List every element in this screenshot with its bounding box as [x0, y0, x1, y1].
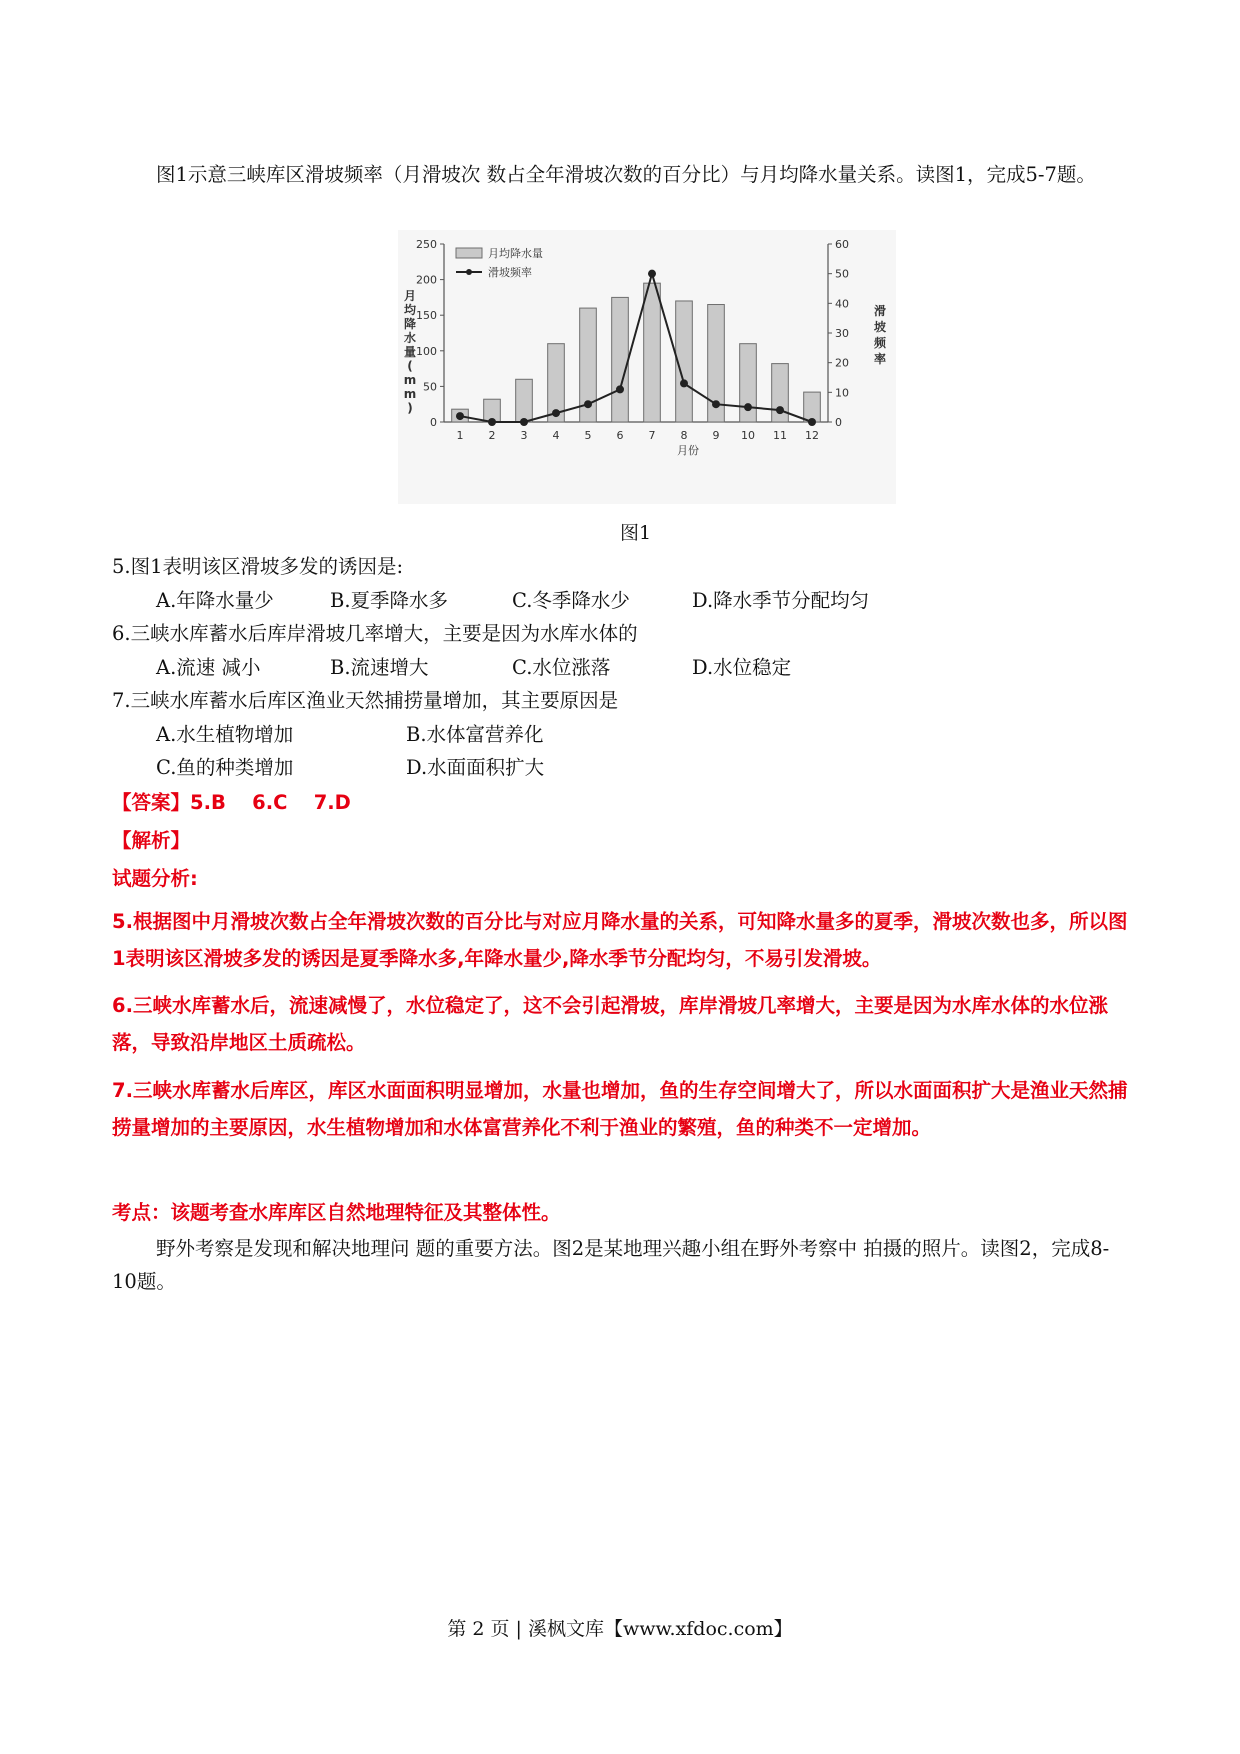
q7-option-c: C.鱼的种类增加: [156, 756, 294, 779]
q5-option-c: C.冬季降水少: [512, 589, 630, 612]
left-axis-label-char: (: [407, 359, 413, 373]
right-tick-label: 30: [835, 327, 849, 340]
precip-bar: [644, 283, 661, 422]
x-tick-label: 8: [680, 429, 688, 442]
x-tick-label: 6: [616, 429, 624, 442]
q5-option-d: D.降水季节分配均匀: [692, 589, 870, 612]
left-tick-label: 200: [416, 273, 437, 287]
analysis-subheading: 试题分析:: [112, 867, 198, 890]
right-axis-label-char: 频: [873, 336, 887, 350]
figure-1-chart: [398, 230, 896, 504]
landslide-point: [648, 270, 656, 278]
left-axis-label-char: 降: [403, 317, 417, 331]
q6-option-a: A.流速 减小: [156, 656, 261, 679]
x-tick-label: 7: [648, 429, 656, 442]
left-tick-label: 50: [423, 380, 437, 394]
right-axis-label-char: 坡: [873, 320, 887, 334]
q6-option-c: C.水位涨落: [512, 656, 611, 679]
landslide-point: [552, 409, 560, 417]
left-tick-label: 0: [430, 416, 437, 429]
answer-line: 【答案】5.B 6.C 7.D: [112, 791, 351, 814]
right-axis-label-char: 滑: [873, 304, 887, 318]
page-footer: 第 2 页 | 溪枫文库【www.xfdoc.com】: [447, 1618, 793, 1640]
x-tick-label: 3: [520, 429, 528, 442]
landslide-point: [744, 403, 752, 411]
q6-option-d: D.水位稳定: [692, 656, 792, 679]
right-tick-label: 40: [835, 297, 849, 311]
left-tick-label: 150: [416, 309, 437, 323]
x-tick-label: 9: [712, 429, 720, 442]
right-tick-label: 10: [835, 386, 849, 400]
precip-bar: [516, 379, 533, 422]
x-tick-label: 11: [773, 429, 787, 442]
analysis-heading: 【解析】: [112, 829, 191, 852]
landslide-point: [776, 406, 784, 414]
x-tick-label: 1: [456, 429, 464, 442]
landslide-point: [520, 418, 528, 426]
landslide-point: [712, 400, 720, 408]
figure-caption: 图1: [620, 522, 652, 544]
right-tick-label: 20: [835, 356, 849, 370]
left-tick-label: 100: [416, 344, 437, 358]
x-tick-label: 2: [488, 429, 496, 442]
landslide-point: [584, 400, 592, 408]
landslide-point: [456, 412, 464, 420]
precip-bar: [612, 297, 629, 422]
landslide-point: [680, 379, 688, 387]
left-axis-label-char: 均: [403, 303, 417, 317]
q7-option-a: A.水生植物增加: [156, 723, 294, 746]
right-tick-label: 0: [835, 416, 842, 429]
left-axis-label-char: m: [403, 387, 417, 401]
legend-bar-label: 月均降水量: [488, 247, 543, 260]
x-tick-label: 12: [805, 429, 819, 442]
q5-option-b: B.夏季降水多: [330, 589, 449, 612]
question-6-stem: 6.三峡水库蓄水后库岸滑坡几率增大，主要是因为水库水体的: [112, 622, 638, 645]
right-axis-label-char: 率: [873, 352, 887, 366]
landslide-point: [616, 385, 624, 393]
legend-line-marker: [466, 269, 472, 275]
x-tick-label: 10: [741, 429, 755, 442]
right-tick-label: 50: [835, 267, 849, 281]
q5-option-a: A.年降水量少: [156, 589, 274, 612]
analysis-item-7: 7.三峡水库蓄水后库区，库区水面面积明显增加，水量也增加，鱼的生存空间增大了，所以水面面积扩大是渔业天然捕捞量增加的主要原因，水生植物增加和水体富营养化不利于渔业的繁殖，鱼的种类不一定增加。: [112, 1079, 1128, 1139]
q6-option-b: B.流速增大: [330, 656, 429, 679]
analysis-item-6: 6.三峡水库蓄水后，流速减慢了，水位稳定了，这不会引起滑坡，库岸滑坡几率增大，主要是因为水库水体的水位涨落，导致沿岸地区土质疏松。: [112, 994, 1108, 1054]
x-axis-label: 月份: [677, 444, 699, 457]
landslide-point: [488, 418, 496, 426]
right-tick-label: 60: [835, 238, 849, 251]
outro-paragraph: 野外考察是发现和解决地理问 题的重要方法。图2是某地理兴趣小组在野外考察中 拍摄的照片。读图2，完成8-10题。: [112, 1237, 1110, 1293]
q7-option-b: B.水体富营养化: [406, 723, 544, 746]
kaodian-line: 考点：该题考查水库库区自然地理特征及其整体性。: [112, 1201, 561, 1224]
left-axis-label-char: 量: [403, 345, 417, 359]
q7-option-d: D.水面面积扩大: [406, 756, 545, 779]
intro-paragraph: 图1示意三峡库区滑坡频率（月滑坡次 数占全年滑坡次数的百分比）与月均降水量关系。读图1，完成5-7题。: [156, 163, 1096, 186]
question-5-stem: 5.图1表明该区滑坡多发的诱因是:: [112, 555, 404, 578]
left-axis-label-char: m: [403, 373, 417, 387]
landslide-point: [808, 418, 816, 426]
x-tick-label: 4: [552, 429, 560, 442]
question-7-stem: 7.三峡水库蓄水后库区渔业天然捕捞量增加，其主要原因是: [112, 689, 619, 712]
left-axis-label-char: ): [407, 401, 413, 415]
analysis-item-5: 5.根据图中月滑坡次数占全年滑坡次数的百分比与对应月降水量的关系，可知降水量多的夏季，滑坡次数也多，所以图1表明该区滑坡多发的诱因是夏季降水多,年降水量少,降水季节分配均匀，不易引发滑坡。: [112, 910, 1128, 970]
precip-bar: [804, 392, 821, 422]
legend-line-label: 滑坡频率: [488, 266, 532, 279]
left-axis-label-char: 水: [403, 331, 417, 345]
left-axis-label-char: 月: [403, 289, 417, 303]
left-tick-label: 250: [416, 238, 437, 251]
legend-bar-swatch: [456, 248, 482, 258]
x-tick-label: 5: [584, 429, 592, 442]
